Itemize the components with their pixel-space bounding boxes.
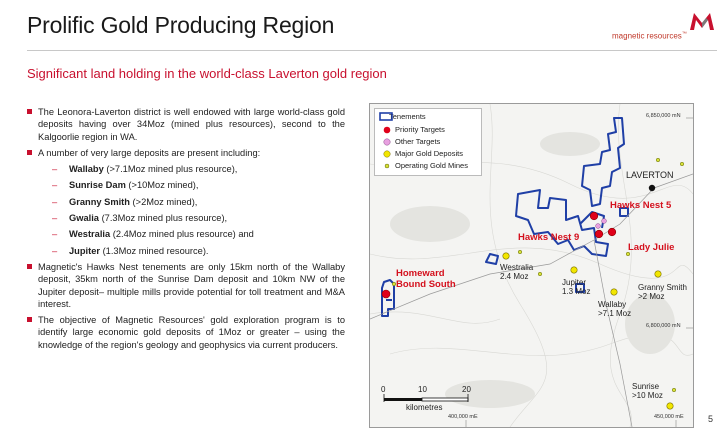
legend-other-targets: Other Targets [395, 137, 440, 146]
page-number: 5 [708, 414, 714, 424]
other-targets [596, 219, 607, 229]
bullet-deposits: A number of very large deposits are present including: [27, 147, 345, 159]
westralia-label: Westralia 2.4 Moz [500, 263, 534, 281]
map-legend [374, 108, 482, 176]
bullet-list [27, 106, 345, 355]
deposit-wallaby [611, 289, 617, 295]
sub-bullet-wallaby: – Wallaby (>7.1Moz mined plus resource), [27, 163, 345, 175]
bullet-objective: The objective of Magnetic Resources' gold exploration program is to identify large economic gold deposits of 1Moz or greater – using the knowledge of the region's geology and geophysics via current producers. [27, 314, 345, 351]
homeward-bound-label-1: Homeward [396, 268, 445, 279]
priority-target-lady-julie [608, 228, 616, 236]
priority-target-homeward [382, 290, 390, 298]
priority-target-hawks-nest-5 [590, 212, 598, 220]
sub-bullet-gwalia: – Gwalia (7.3Moz mined plus resource), [27, 212, 345, 224]
legend-tenements: Tenements [389, 112, 426, 121]
granny-smith-label: Granny Smith >2 Moz [638, 283, 687, 301]
lady-julie-label: Lady Julie [628, 242, 675, 253]
legend-operating-mines: Operating Gold Mines [395, 161, 468, 170]
laverton-label: LAVERTON [626, 170, 674, 180]
page-title: Prolific Gold Producing Region [27, 12, 335, 38]
region-map [369, 103, 694, 428]
priority-target-hawks-nest-9 [595, 230, 603, 238]
legend-major-deposits: Major Gold Deposits [395, 149, 463, 158]
sunrise-label: Sunrise >10 Moz [632, 382, 663, 400]
deposit-sunrise [667, 403, 673, 409]
grid-label-6850000: 6,850,000 mN [646, 113, 681, 119]
laverton-town-marker [649, 185, 655, 191]
grid-label-6800000: 6,800,000 mN [646, 323, 681, 329]
subtitle: Significant land holding in the world-class Laverton gold region [27, 66, 387, 81]
deposit-granny-smith [655, 271, 661, 277]
bullet-district: The Leonora-Laverton district is well endowed with large world-class gold deposits having over 34Moz (mined plus resources), second to the Kalgoorlie region in WA. [27, 106, 345, 143]
scale-tick-0: 0 [381, 385, 386, 394]
sub-bullet-jupiter: – Jupiter (1.3Moz mined resource). [27, 245, 345, 257]
jupiter-label: Jupiter 1.3 Moz [562, 278, 591, 296]
hawks-nest-9-label: Hawks Nest 9 [518, 232, 580, 243]
bullet-hawks-nest: Magnetic's Hawks Nest tenements are only 15km north of the Wallaby deposit, 35km north of the Sunrise Dam deposit and 10km NW of the Jupiter deposit– multiple mills provide potential for toll treatment and M&A interest. [27, 261, 345, 310]
hawks-nest-5-label: Hawks Nest 5 [610, 200, 672, 211]
grid-label-400000: 400,000 mE [448, 414, 478, 420]
logo-wordmark: magnetic resources™ [612, 31, 687, 41]
deposit-jupiter [571, 267, 577, 273]
sub-bullet-granny-smith: – Granny Smith (>2Moz mined), [27, 196, 345, 208]
wallaby-label: Wallaby >7.1 Moz [598, 300, 632, 318]
scale-tick-20: 20 [462, 385, 471, 394]
scale-tick-10: 10 [418, 385, 427, 394]
title-divider [27, 50, 717, 51]
scale-unit: kilometres [406, 403, 443, 412]
homeward-bound-label-2: Bound South [396, 279, 456, 290]
sub-bullet-sunrise-dam: – Sunrise Dam (>10Moz mined), [27, 179, 345, 191]
deposit-westralia [503, 253, 509, 259]
legend-priority-targets: Priority Targets [395, 125, 445, 134]
grid-label-450000: 450,000 mE [654, 414, 684, 420]
sub-bullet-westralia: – Westralia (2.4Moz mined plus resource) and [27, 228, 345, 240]
